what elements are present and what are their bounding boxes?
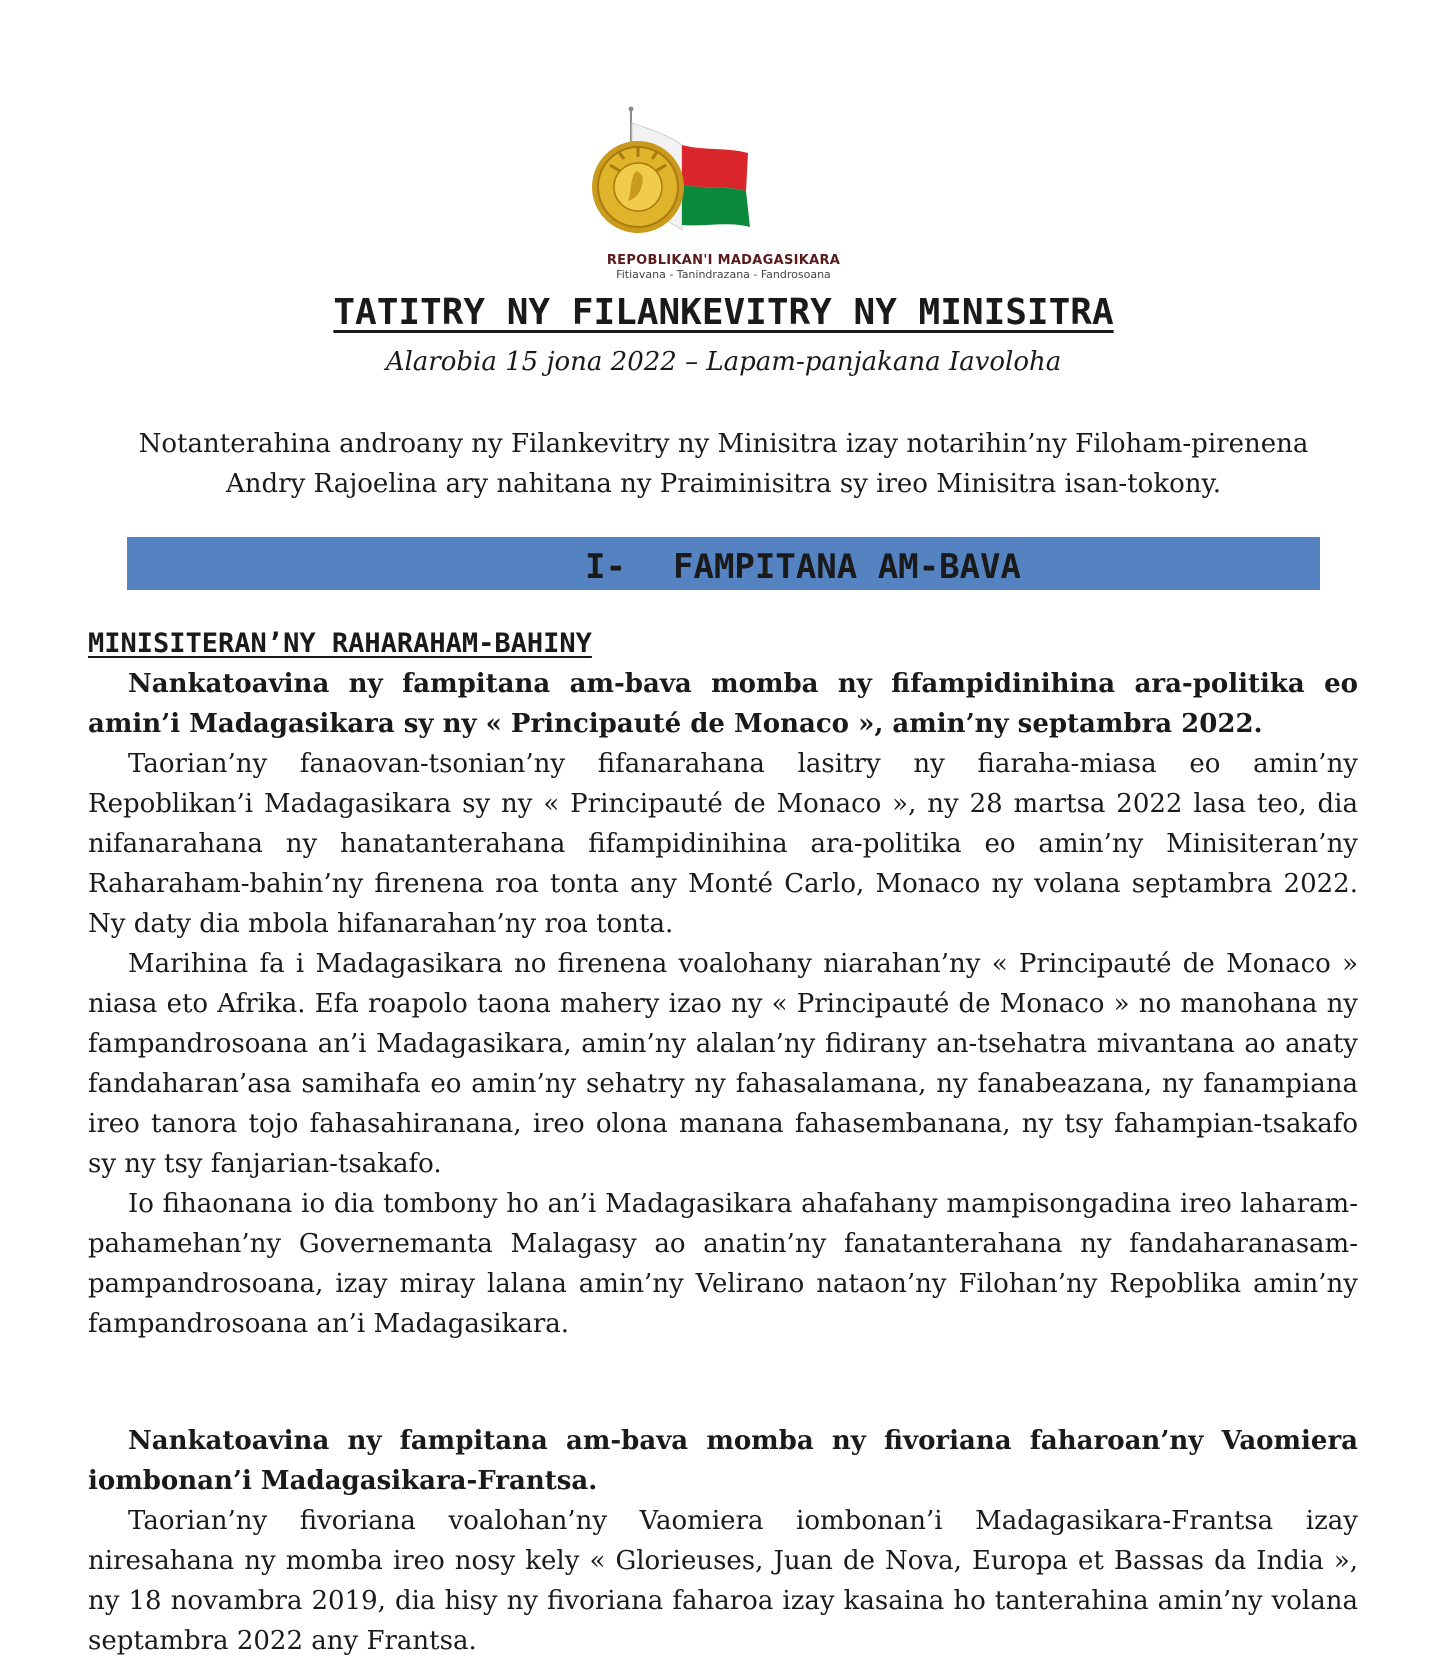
section-band (127, 537, 1320, 590)
page-title (0, 292, 1447, 333)
intro-paragraph: Notanterahina androany ny Filankevitry ny Minisitra izay notarihin’ny Filoham-pirenena Andry Rajoelina ary nahitana ny Praiminisitra sy ireo Minisitra isan-tokony. (138, 429, 1309, 499)
section-heading: MINISITERAN’NY RAHARAHAM-BAHINY (88, 628, 592, 659)
paragraph-1: Taorian’ny fanaovan-tsonian’ny fifanarahana lasitry ny fiaraha-miasa eo amin’ny Repoblikan’i Madagasikara sy ny « Principauté de Monaco », ny 28 martsa 2022 lasa teo, dia nifanarahana ny hanatanterahana fifampidinihina ara-politika eo amin’ny Minisiteran’ny Raharaham-bahin’ny firenena roa tonta any Monté Carlo, Monaco ny volana septambra 2022. Ny daty dia mbola hifanarahan’ny roa tonta. (88, 749, 1358, 939)
band-number: I- (585, 547, 626, 587)
band-title: FAMPITANA AM-BAVA (673, 547, 1021, 587)
page-subtitle: Alarobia 15 jona 2022 – Lapam-panjakana Iavoloha (385, 347, 1062, 377)
paragraph-4: Taorian’ny fivoriana voalohan’ny Vaomiera iombonan’i Madagasikara-Frantsa izay niresahana ny momba ireo nosy kely « Glorieuses, Juan de Nova, Europa et Bassas da India », ny 18 novambra 2019, dia hisy ny fivoriana faharoa izay kasaina ho tanterahina amin’ny volana septambra 2022 any Frantsa. (88, 1506, 1358, 1656)
paragraph-heading-2: Nankatoavina ny fampitana am-bava momba ny fivoriana faharoan’ny Vaomiera iombonan’i Madagasikara-Frantsa. (88, 1426, 1358, 1496)
paragraph-2: Marihina fa i Madagasikara no firenena voalohany niarahan’ny « Principauté de Monaco » niasa eto Afrika. Efa roapolo taona mahery izao ny « Principauté de Monaco » no manohana ny fampandrosoana an’i Madagasikara, amin’ny alalan’ny fidirany an-tsehatra mivantana ao anaty fandaharan’asa samihafa eo amin’ny sehatry ny fahasalamana, ny fanabeazana, ny fanampiana ireo tanora tojo fahasahiranana, ireo olona manana fahasembanana, ny tsy fahampian-tsakafo sy ny tsy fanjarian-tsakafo. (88, 949, 1358, 1179)
header-logo (0, 105, 1447, 285)
madagascar-emblem-icon (590, 105, 820, 255)
republic-name: REPOBLIKAN'I MADAGASIKARA (606, 253, 841, 268)
republic-motto: Fitiavana - Tanindrazana - Fandrosoana (616, 268, 831, 281)
title-text: TATITRY NY FILANKEVITRY NY MINISITRA (333, 292, 1114, 333)
paragraph-heading-1: Nankatoavina ny fampitana am-bava momba ny fifampidinihina ara-politika eo amin’i Madagasikara sy ny « Principauté de Monaco », amin’ny septambra 2022. (88, 669, 1358, 739)
paragraph-3: Io fihaonana io dia tombony ho an’i Madagasikara ahafahany mampisongadina ireo laharam-pahamehan’ny Governemanta Malagasy ao anatin’ny fanatanterahana ny fandaharanasam-pampandrosoana, izay miray lalana amin’ny Velirano nataon’ny Filohan’ny Repoblika amin’ny fampandrosoana an’i Madagasikara. (88, 1189, 1358, 1339)
